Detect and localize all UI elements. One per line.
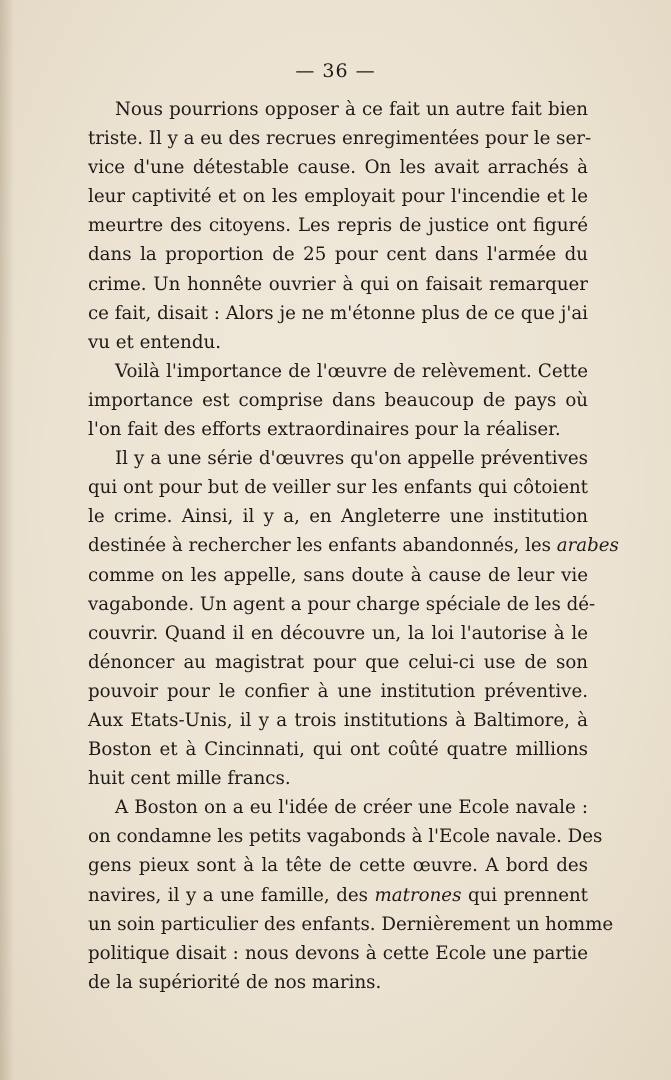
text-line: de la supériorité de nos marins. xyxy=(88,971,382,993)
text-line: Nous pourrions opposer à ce fait un autre fait bien xyxy=(115,99,588,120)
text-line: navires, il y a une famille, des matrones qui prennent xyxy=(88,884,588,906)
text-line: vu et entendu. xyxy=(88,331,222,353)
text-line: Boston et à Cincinnati, qui ont coûté quatre millions xyxy=(88,739,588,761)
text-line: dans la proportion de 25 pour cent dans l'armée du xyxy=(88,244,588,266)
text-line: Voilà l'importance de l'œuvre de relèvement. Cette xyxy=(115,360,588,382)
text-line: politique disait : nous devons à cette Ecole une partie xyxy=(88,942,588,964)
text-line: Aux Etats-Unis, il y a trois institutions à Baltimore, à xyxy=(88,709,588,731)
body-text xyxy=(88,95,619,997)
text-line: meurtre des citoyens. Les repris de justice ont figuré xyxy=(88,215,588,237)
text-line: couvrir. Quand il en découvre un, la loi l'autorise à le xyxy=(88,622,588,644)
text-line: Il y a une série d'œuvres qu'on appelle préventives xyxy=(115,448,588,470)
text-line: leur captivité et on les employait pour l'incendie et le xyxy=(88,186,588,208)
text-line: dénoncer au magistrat pour que celui-ci use de son xyxy=(88,651,588,673)
text-line: gens pieux sont à la tête de cette œuvre. A bord des xyxy=(88,855,588,877)
text-line: le crime. Ainsi, il y a, en Angleterre une institution xyxy=(88,506,588,528)
text-line: A Boston on a eu l'idée de créer une Ecole navale : xyxy=(115,797,588,819)
text-line: huit cent mille francs. xyxy=(88,768,291,790)
text-line: crime. Un honnête ouvrier à qui on faisait remarquer xyxy=(88,273,588,295)
text-line: on condamne les petits vagabonds à l'Ecole navale. Des xyxy=(88,826,603,848)
text-line: comme on les appelle, sans doute à cause de leur vie xyxy=(88,564,588,586)
text-line: destinée à rechercher les enfants abandonnés, les arabes xyxy=(88,535,619,557)
text-line: ce fait, disait : Alors je ne m'étonne plus de ce que j'ai xyxy=(88,302,588,324)
text-line: un soin particulier des enfants. Dernièrement un homme xyxy=(88,913,614,935)
text-line: l'on fait des efforts extraordinaires pour la réaliser. xyxy=(88,419,561,441)
page-gutter-shadow xyxy=(0,0,14,1080)
text-line: vagabonde. Un agent a pour charge spéciale de les dé- xyxy=(88,593,596,615)
page-number: — 36 — xyxy=(295,60,376,82)
text-line: triste. Il y a eu des recrues enregimentées pour le ser- xyxy=(88,128,592,150)
text-line: pouvoir pour le confier à une institution préventive. xyxy=(88,680,588,702)
text-line: vice d'une détestable cause. On les avait arrachés à xyxy=(88,157,588,179)
text-line: importance est comprise dans beaucoup de pays où xyxy=(88,389,588,411)
text-line: qui ont pour but de veiller sur les enfants qui côtoient xyxy=(88,477,588,499)
